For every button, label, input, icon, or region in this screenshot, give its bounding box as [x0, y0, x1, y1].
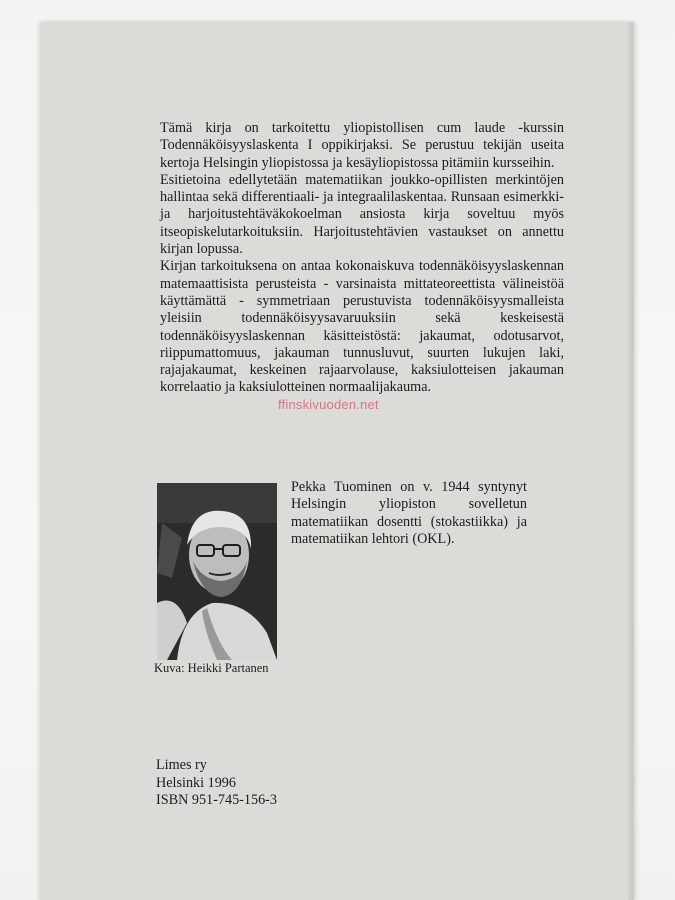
- author-bio: Pekka Tuominen on v. 1944 syntynyt Helsingin yliopiston sovelletun matematiikan dosentti (stokastiikka) ja matematiikan lehtori (OKL).: [291, 479, 527, 548]
- author-photo: [157, 483, 277, 660]
- description-paragraph-3: Kirjan tarkoituksena on antaa kokonaiskuva todennäköisyyslaskennan matemaattisista perusteista - varsinaista mittateoreettista välineistöä käyttämättä - symmetriaan perustuvista todennäköisyysmalleista yleisiin todennäköisyysavaruuksiin sekä keskeisestä todennäköisyyslaskennan käsitteistöstä: jakaumat, odotusarvot, riippumattomuus, jakauman tunnusluvut, suurten lukujen laki, rajajakaumat, keskeinen rajaarvolause, kaksiulotteisen jakauman korrelaatio ja kaksiulotteinen normaalijakauma.: [160, 258, 564, 396]
- publication-place-year: Helsinki 1996: [156, 774, 236, 791]
- description-paragraph-2: Esitietoina edellytetään matematiikan joukko-opillisten merkintöjen hallintaa sekä differentiaali- ja integraalilaskentaa. Runsaan esimerkki- ja harjoitustehtäväkokoelman ansiosta kirja soveltuu myös itseopiskelutarkoituksiin. Harjoitustehtävien vastaukset on annettu kirjan lopussa.: [160, 171, 564, 258]
- publisher-info: [156, 757, 356, 810]
- photo-caption: Kuva: Heikki Partanen: [154, 661, 269, 675]
- watermark: ffinskivuoden.net: [278, 397, 379, 412]
- publisher-name: Limes ry: [156, 757, 207, 773]
- description-paragraph-1: Tämä kirja on tarkoitettu yliopistollisen cum laude -kurssin Todennäköisyyslaskenta I oppikirjaksi. Se perustuu tekijän useita kertoja Helsingin yliopistossa ja kesäyliopistossa pitämiin kursseihin.: [160, 120, 564, 171]
- page-edge: [628, 22, 634, 900]
- book-back-cover: [40, 22, 634, 900]
- book-description: [160, 120, 564, 397]
- isbn: ISBN 951-745-156-3: [156, 792, 277, 809]
- author-portrait-image: [157, 483, 277, 660]
